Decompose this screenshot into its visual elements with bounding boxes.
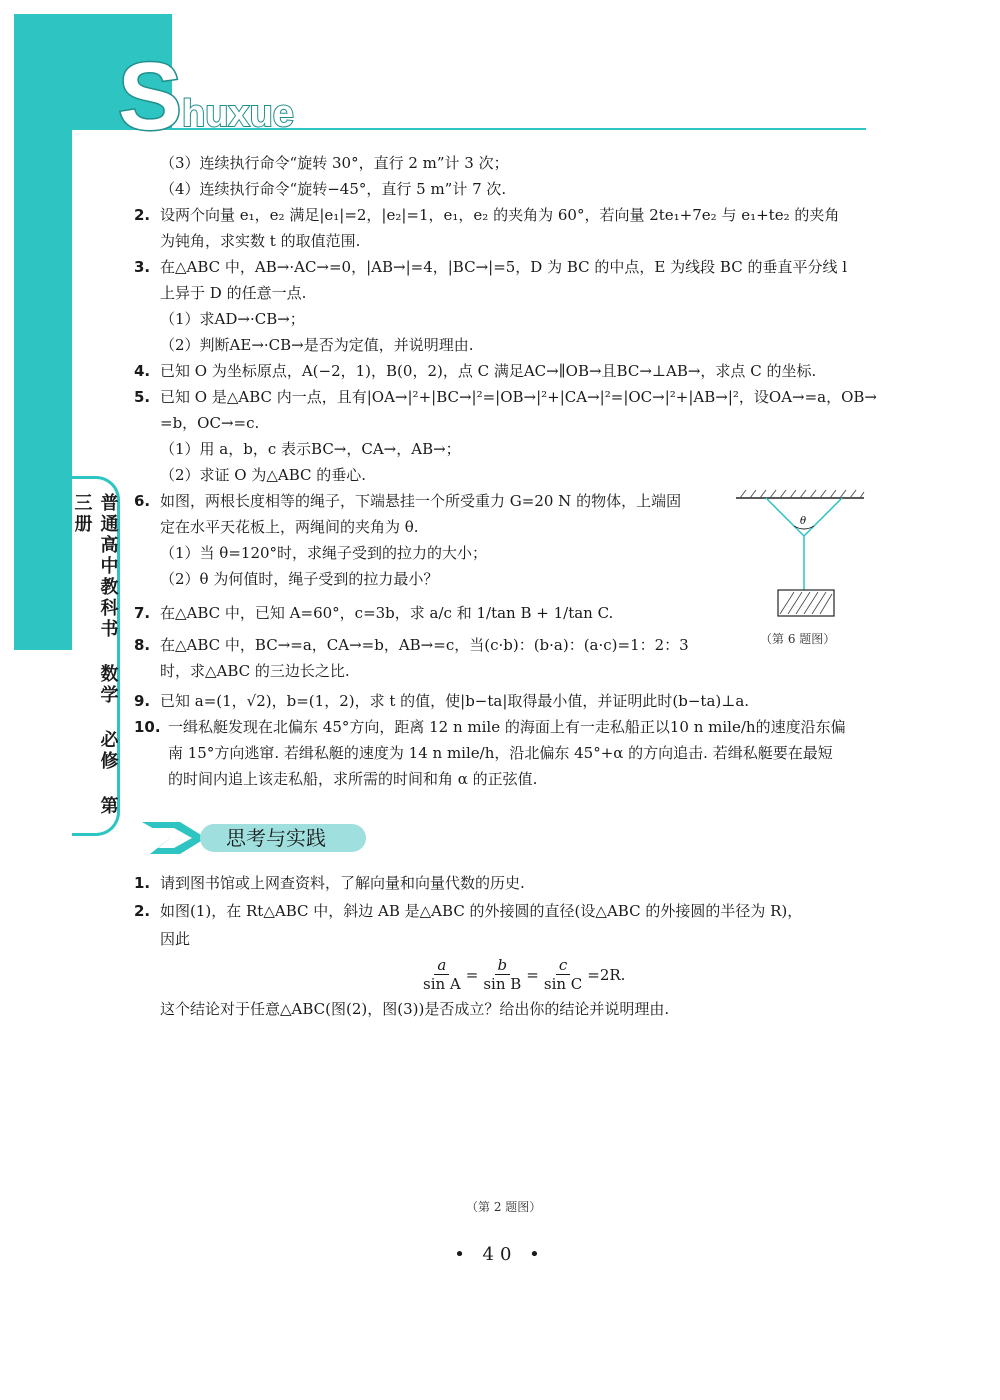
figure-6-caption: （第 6 题图）	[760, 632, 836, 646]
exercise-7-line: 在△ABC 中，已知 A=60°，c=3b，求 a/c 和 1/tan B + 1/tan C.	[160, 604, 614, 622]
exercise-2-line: 为钝角，求实数 t 的取值范围.	[160, 232, 361, 250]
logo-big-letter: S	[118, 43, 183, 150]
figure-6	[736, 488, 866, 620]
hanging-weight-diagram	[736, 488, 866, 620]
practice-number: 2.	[134, 902, 151, 920]
exercise-number: 2.	[134, 206, 151, 224]
exercise-5-line: =b，OC→=c.	[160, 414, 260, 432]
exercise-number: 5.	[134, 388, 151, 406]
practice-number: 1.	[134, 874, 151, 892]
exercise-6-line: 定在水平天花板上，两绳间的夹角为 θ.	[160, 518, 419, 536]
exercise-number: 7.	[134, 604, 151, 622]
sine-law-formula: $\frac{a}{\text{sin A}}$ = $\frac{b}{\text{sin B}}$ = $\frac{c}{\text{sin C}}$ =2R.	[418, 956, 625, 993]
angle-label: θ	[800, 516, 807, 527]
exercise-1-4: （4）连续执行命令“旋转−45°，直行 5 m”计 7 次.	[160, 180, 507, 198]
section-title: 思考与实践	[226, 826, 326, 850]
fraction-a: $\frac{a}{\text{sin A}}$	[423, 956, 461, 993]
exercise-number: 10.	[134, 718, 161, 736]
exercise-4-line: 已知 O 为坐标原点，A(−2，1)，B(0，2)，点 C 满足AC→∥OB→且BC→⊥AB→，求点 C 的坐标.	[160, 362, 817, 380]
practice-2-line: 如图(1)，在 Rt△ABC 中，斜边 AB 是△ABC 的外接圆的直径(设△ABC 的外接圆的半径为 R)，	[160, 902, 803, 920]
logo-text: huxue	[182, 93, 294, 135]
exercise-3-line: （2）判断AE→·CB→是否为定值，并说明理由.	[160, 336, 474, 354]
exercise-number: 8.	[134, 636, 151, 654]
exercise-number: 6.	[134, 492, 151, 510]
exercise-3-line: （1）求AD→·CB→；	[160, 310, 305, 328]
exercise-8-line: 在△ABC 中，BC→=a，CA→=b，AB→=c，当(c·b)：(b·a)：(a·c)=1：2：3	[160, 636, 689, 654]
figure-2-caption: （第 2 题图）	[466, 1200, 542, 1214]
practice-1-line: 请到图书馆或上网查资料，了解向量和向量代数的历史.	[160, 874, 525, 892]
exercise-5-line: （1）用 a，b，c 表示BC→，CA→，AB→；	[160, 440, 461, 458]
fraction-b: $\frac{b}{\text{sin B}}$	[483, 956, 522, 993]
exercise-number: 4.	[134, 362, 151, 380]
page-number: • 40 •	[454, 1244, 546, 1265]
side-tab-text: 普通高中教科书 数学 必修 第三册	[71, 493, 119, 817]
practice-2-conclusion: 这个结论对于任意△ABC(图(2)，图(3))是否成立？给出你的结论并说明理由.	[160, 1000, 670, 1018]
exercise-6-line: （2）θ 为何值时，绳子受到的拉力最小？	[160, 570, 439, 588]
exercise-3-line: 上异于 D 的任意一点.	[160, 284, 307, 302]
side-tab	[72, 476, 120, 836]
exercise-number: 3.	[134, 258, 151, 276]
exercise-6-line: 如图，两根长度相等的绳子，下端悬挂一个所受重力 G=20 N 的物体，上端固	[160, 492, 682, 510]
fraction-c: $\frac{c}{\text{sin C}}$	[543, 956, 583, 993]
exercise-3-line: 在△ABC 中，AB→·AC→=0，|AB→|=4，|BC→|=5，D 为 BC 的中点，E 为线段 BC 的垂直平分线 l	[160, 258, 848, 276]
logo	[118, 43, 294, 150]
exercise-1-3: （3）连续执行命令“旋转 30°，直行 2 m”计 3 次；	[160, 154, 509, 172]
exercise-6-line: （1）当 θ=120°时，求绳子受到的拉力的大小；	[160, 544, 488, 562]
exercise-10-line: 南 15°方向逃窜. 若缉私艇的速度为 14 n mile/h，沿北偏东 45°+α 的方向追击. 若缉私艇要在最短	[168, 744, 833, 762]
exercise-8-line: 时，求△ABC 的三边长之比.	[160, 662, 350, 680]
exercise-5-line: （2）求证 O 为△ABC 的垂心.	[160, 466, 367, 484]
exercise-10-line: 一缉私艇发现在北偏东 45°方向，距离 12 n mile 的海面上有一走私船正以10 n mile/h的速度沿东偏	[168, 718, 846, 736]
exercise-2-line: 设两个向量 e₁，e₂ 满足|e₁|=2，|e₂|=1，e₁，e₂ 的夹角为 60°，若向量 2te₁+7e₂ 与 e₁+te₂ 的夹角	[160, 206, 840, 224]
exercise-10-line: 的时间内追上该走私船，求所需的时间和角 α 的正弦值.	[168, 770, 538, 788]
section-banner	[140, 818, 370, 858]
exercise-number: 9.	[134, 692, 151, 710]
formula-rhs: =2R.	[587, 965, 626, 984]
practice-2-line: 因此	[160, 930, 191, 948]
exercise-9-line: 已知 a=(1，√2)，b=(1，2)，求 t 的值，使|b−ta|取得最小值，并证明此时(b−ta)⊥a.	[160, 692, 750, 710]
side-strip	[14, 130, 72, 650]
exercise-5-line: 已知 O 是△ABC 内一点，且有|OA→|²+|BC→|²=|OB→|²+|CA→|²=|OC→|²+|AB→|²，设OA→=a，OB→	[160, 388, 877, 406]
